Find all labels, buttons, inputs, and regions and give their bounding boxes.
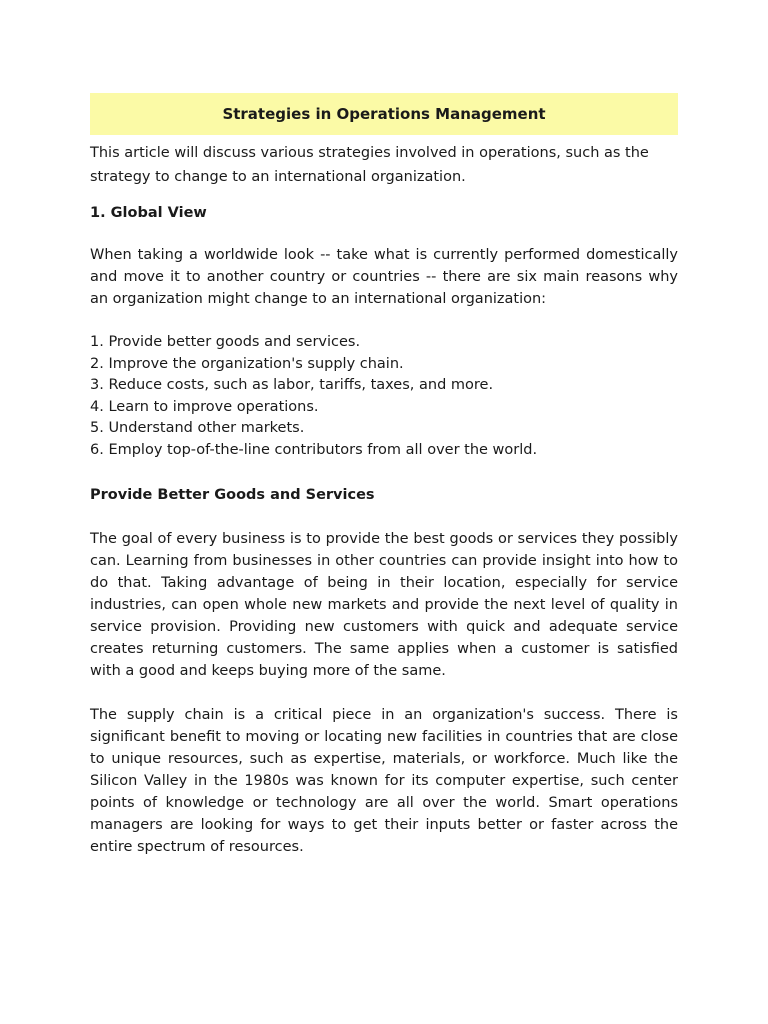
document-title: Strategies in Operations Management xyxy=(222,105,546,123)
supply-chain-paragraph: The supply chain is a critical piece in an organization's success. There is significant benefit to moving or locating new facilities in countries that are close to unique resources, such as expertise, materials, or workforce. Much like the Silicon Valley in the 1980s was known for its computer expertise, such center points of knowledge or technology are all over the world. Smart operations managers are looking for ways to get their inputs better or faster across the entire spectrum of resources. xyxy=(90,706,678,855)
goal-paragraph: The goal of every business is to provide the best goods or services they possibly can. Learning from businesses in other countries can provide insight into how to do that. Taking advantage of being in their location, especially for service industries, can open whole new markets and provide the next level of quality in service provision. Providing new customers with quick and adequate service creates returning customers. The same applies when a customer is satisfied with a good and keeps buying more of the same. xyxy=(90,530,678,679)
global-view-paragraph: When taking a worldwide look -- take what is currently performed domestically and move it to another country or countries -- there are six main reasons why an organization might change to an international organization: xyxy=(90,247,678,307)
section-heading-provide-better-goods: Provide Better Goods and Services xyxy=(90,486,375,503)
list-item: 1. Provide better goods and services. xyxy=(90,334,361,350)
reasons-list xyxy=(90,332,678,462)
title-banner xyxy=(90,93,678,135)
list-item: 5. Understand other markets. xyxy=(90,420,305,437)
list-item: 4. Learn to improve operations. xyxy=(90,398,319,415)
intro-paragraph: This article will discuss various strategies involved in operations, such as the strategy to change to an international organization. xyxy=(90,145,649,185)
section-heading-global-view: 1. Global View xyxy=(90,205,207,221)
list-item: 3. Reduce costs, such as labor, tariffs, taxes, and more. xyxy=(90,377,494,394)
list-item: 2. Improve the organization's supply chain. xyxy=(90,355,404,372)
list-item: 6. Employ top-of-the-line contributors from all over the world. xyxy=(90,441,538,458)
document-page xyxy=(90,93,678,858)
